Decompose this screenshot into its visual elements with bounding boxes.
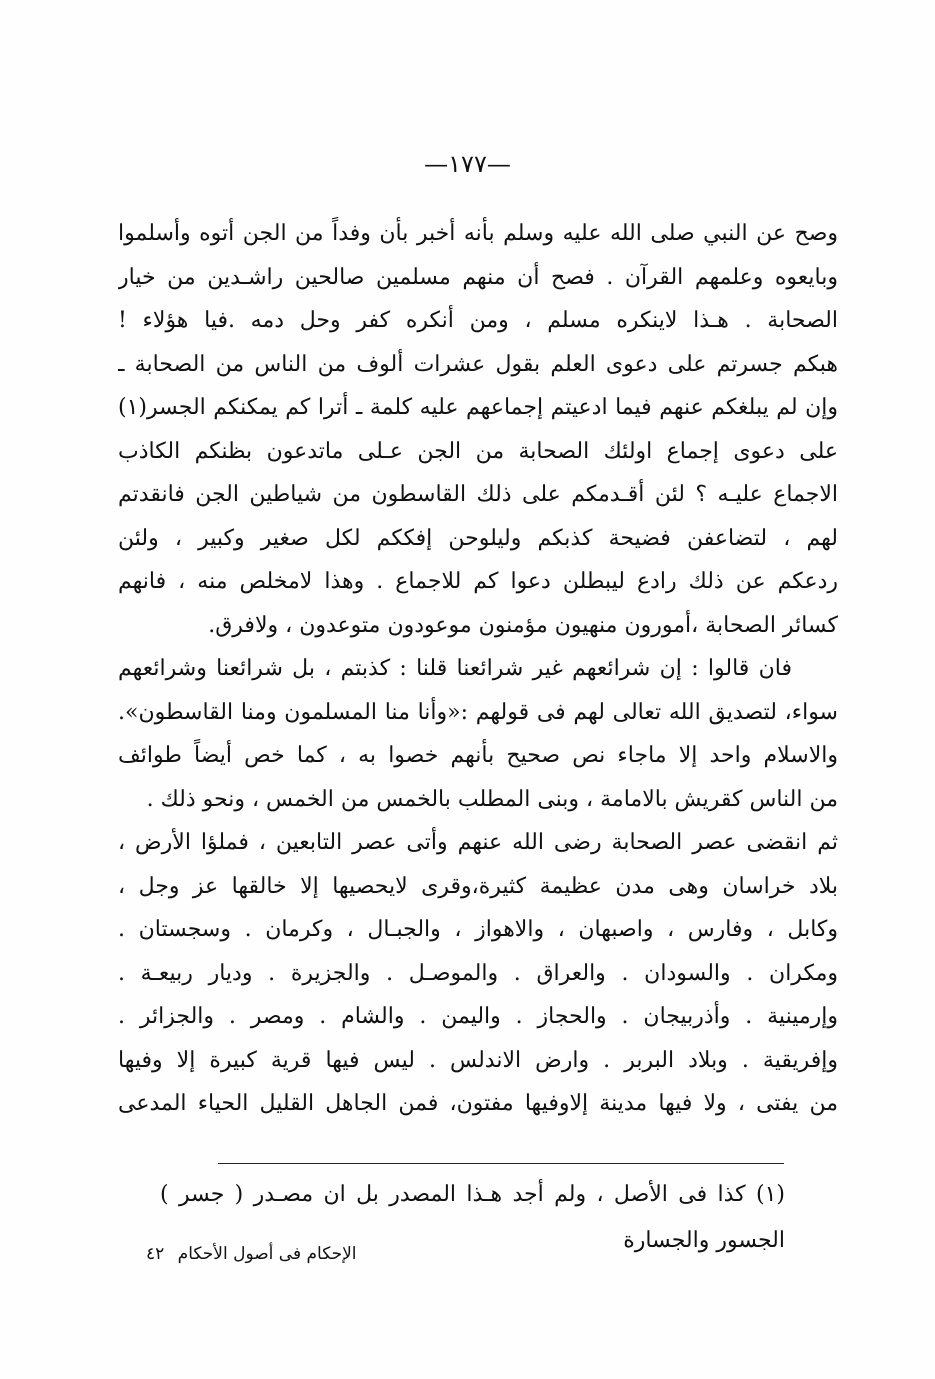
text-line: هبكم جسرتم على دعوى العلم بقول عشرات ألوف من الناس من الصحابة ـ [118, 351, 838, 377]
text-line: والاسلام واحد إلا ماجاء نص صحيح بأنهم خصوا به ، كما خص أيضاً طوائف [118, 743, 838, 768]
text-line: كسائر الصحابة ،أمورون منهيون مؤمنون موعودون متوعدون ، ولافرق. [208, 612, 838, 638]
text-line: ثم انقضى عصر الصحابة رضى الله عنهم وأتى عصر التابعين ، فملؤا الأرض ، [118, 830, 838, 855]
text-line: وإفريقية . وبلاد البربر . وارض الاندلس . ليس فيها قرية كبيرة إلا وفيها [118, 1047, 838, 1073]
text-line: وصح عن النبي صلى الله عليه وسلم بأنه أخبر بأن وفداً من الجن أتوه وأسلموا [118, 221, 838, 246]
main-text [118, 212, 838, 1126]
footnote-line: (١) كذا فى الأصل ، ولم أجد هـذا المصدر بل ان مصـدر ( جسر ) [160, 1182, 785, 1207]
text-line: ومكران . والسودان . والعراق . والموصـل . والجزيرة . وديار ربيعـة . [118, 960, 838, 986]
text-line: وكابل ، وفارس ، واصبهان ، والاهواز ، والجبـال ، وكرمان . وسجستان . [118, 917, 838, 942]
text-line: وإرمينية . وأذربيجان . والحجاز . واليمن . والشام . ومصر . والجزائر . [118, 1004, 838, 1029]
text-line: بلاد خراسان وهى مدن عظيمة كثيرة،وقرى لايحصيها إلا خالقها عز وجل ، [118, 873, 838, 899]
volume-page-number: ٤٢ [146, 1244, 165, 1264]
text-line: فان قالوا : إن شرائعهم غير شرائعنا قلنا : كذبتم ، بل شرائعنا وشرائعهم [118, 656, 792, 681]
book-title: الإحكام فى أصول الأحكام [177, 1244, 357, 1264]
footnote-divider [218, 1163, 784, 1164]
text-line: الصحابة . هـذا لاينكره مسلم ، ومن أنكره كفر وحل دمه .فيا هؤلاء ! [118, 308, 838, 333]
text-line: وإن لم يبلغكم عنهم فيما ادعيتم إجماعهم عليه كلمة ـ أترا كم يمكنكم الجسر(١) [118, 395, 838, 420]
footnote-line: الجسور والجسارة [623, 1228, 785, 1253]
text-line: لهم ، لتضاعفن فضيحة كذبكم وليلوحن إفككم لكل صغير وكبير ، ولئن [118, 525, 838, 551]
text-line: وبايعوه وعلمهم القرآن . فصح أن منهم مسلمين صالحين راشـدين من خيار [118, 264, 838, 290]
text-line: من الناس كقريش بالامامة ، وبنى المطلب بالخمس من الخمس ، ونحو ذلك . [146, 786, 838, 812]
text-line: الاجماع عليـه ؟ لئن أقـدمكم على ذلك القاسطون من شياطين الجن فانقدتم [118, 482, 838, 507]
page-number: —١٧٧— [424, 150, 511, 178]
text-line: سواء، لتصديق الله تعالى لهم فى قولهم :«وأنا منا المسلمون ومنا القاسطون». [118, 699, 838, 725]
text-line: من يفتى ، ولا فيها مدينة إلاوفيها مفتون، فمن الجاهل القليل الحياء المدعى [118, 1091, 838, 1116]
page-footer [138, 1244, 357, 1264]
text-line: على دعوى إجماع اولئك الصحابة من الجن عـلى ماتدعون بظنكم الكاذب [118, 438, 838, 464]
text-line: ردعكم عن ذلك رادع ليبطلن دعوا كم للاجماع . وهذا لامخلص منه ، فانهم [118, 569, 838, 594]
